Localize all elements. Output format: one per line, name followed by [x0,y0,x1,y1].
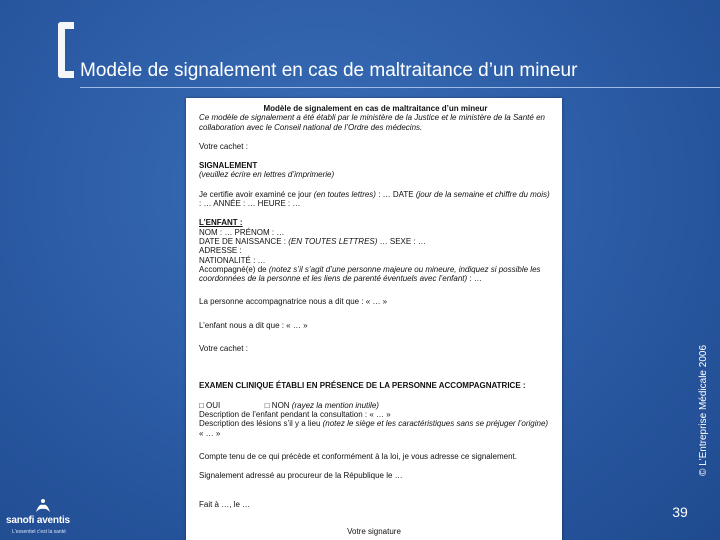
procureur-line: Signalement adressé au procureur de la République le … [199,471,403,481]
signalement-note: (veuillez écrire en lettres d’imprimerie) [199,170,335,180]
signalement-heading: SIGNALEMENT [199,161,258,171]
oui-non-options: □ OUI □ NON [199,400,292,410]
logo-wordmark: sanofi aventis [6,515,70,526]
accompagne-note: (notez s’il s’agit d’une personne majeure ou mineure, indiquez si possible les coordonnées de la personne et les liens de parenté éventuels avec l’enfant) [199,264,541,284]
compte-tenu-line: Compte tenu de ce qui précède et conformément à la loi, je vous adresse ce signalement. [199,451,517,461]
exam-sentence-part: : … ANNÉE : … HEURE : … [199,199,301,209]
logo-tagline: L'essentiel c'est la santé [12,529,66,535]
examen-clinique-heading: EXAMEN CLINIQUE ÉTABLI EN PRÉSENCE DE LA PERSONNE ACCOMPAGNATRICE : [199,381,526,391]
date-naissance-line [199,237,552,246]
nationalite-line: NATIONALITÉ : … [199,255,266,265]
adresse-line: ADRESSE : [199,246,242,256]
exam-sentence-part: Je certifie avoir examiné ce jour [199,189,314,199]
description-lesions-line [199,419,552,438]
enfant-heading: L’ENFANT : [199,218,243,228]
description-enfant-line: Description de l’enfant pendant la consultation : « … » [199,409,391,419]
cachet-label-1: Votre cachet : [199,141,248,151]
lesions-part: Description des lésions s’il y a lieu [199,419,323,429]
title-divider [80,87,720,88]
document-title: Modèle de signalement en cas de maltraitance d’un mineur [263,104,488,113]
title-bracket-decoration [58,22,74,78]
signature-label: Votre signature [347,526,401,536]
oui-non-choice [199,401,552,410]
exam-sentence-part: : … DATE [375,189,416,199]
slide-title: Modèle de signalement en cas de maltraitance d’un mineur [80,60,578,81]
accompagne-part: Accompagné(e) de [199,264,269,274]
accompagne-line [199,265,552,284]
signalement-form-document [186,98,562,540]
accompagne-part: : … [467,274,482,284]
enfant-statement: L’enfant nous a dit que : « … » [199,320,308,330]
cachet-label-2: Votre cachet : [199,344,248,354]
sanofi-bird-icon [34,498,52,514]
oui-non-note: (rayez la mention inutile) [291,400,379,410]
sanofi-aventis-logo [6,498,76,538]
lesions-part: « … » [199,428,221,438]
nom-prenom-line: NOM : … PRÉNOM : … [199,227,285,237]
naissance-part: … SEXE : … [377,236,426,246]
exam-sentence-note: (en toutes lettres) [313,189,376,199]
slide-number: 39 [672,504,688,520]
exam-sentence-note: (jour de la semaine et chiffre du mois) [415,189,550,199]
copyright-notice: © L'Entreprise Médicale 2006 [698,344,709,476]
naissance-note: (EN TOUTES LETTRES) [288,236,378,246]
exam-date-sentence [199,190,552,209]
naissance-part: DATE DE NAISSANCE : [199,236,289,246]
personne-accompagnatrice-statement: La personne accompagnatrice nous a dit que : « … » [199,297,388,307]
document-intro: Ce modèle de signalement a été établi par le ministère de la Justice et le ministère de la Santé en collaboration avec le Conseil national de l’Ordre des médecins. [199,113,545,132]
fait-a-line: Fait à …, le … [199,500,251,510]
lesions-note: (notez le siège et les caractéristiques sans se préjuger l’origine) [322,419,549,429]
